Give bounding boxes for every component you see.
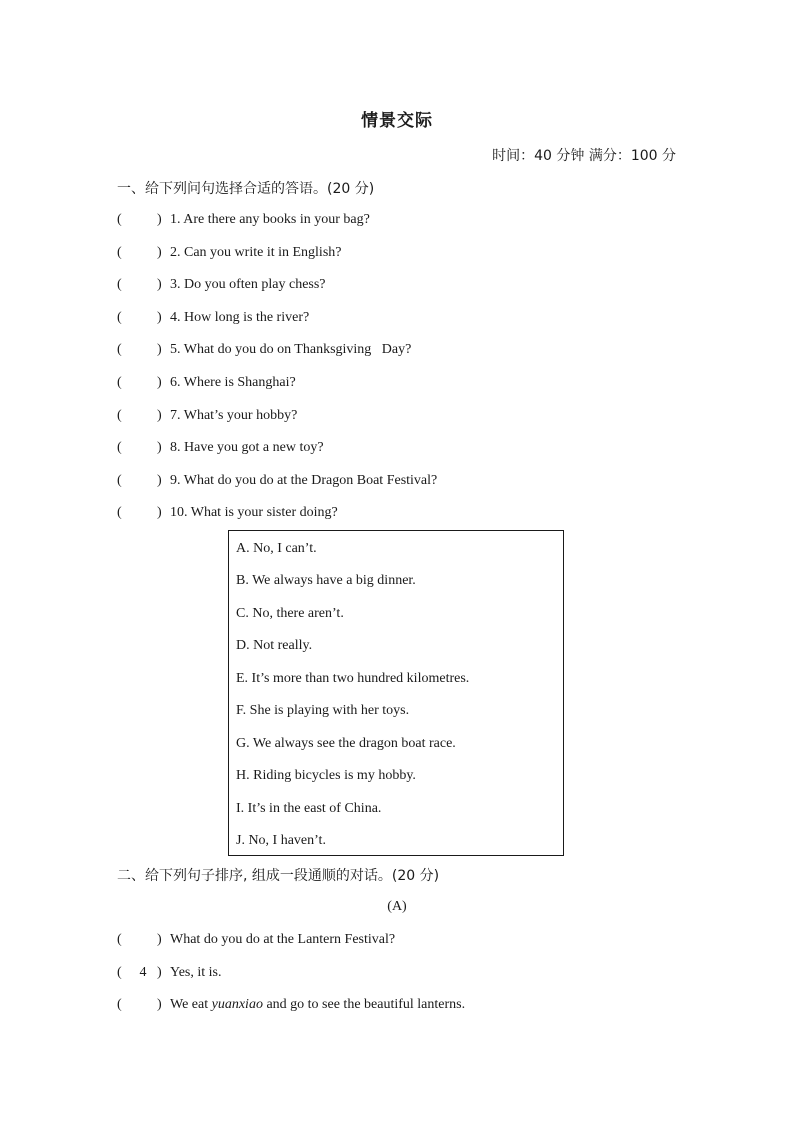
answer-blank[interactable]: ( ) bbox=[117, 408, 162, 423]
options-box bbox=[228, 530, 564, 856]
question-text: 6. Where is Shanghai? bbox=[170, 375, 296, 390]
answer-blank[interactable]: ( ) bbox=[117, 310, 162, 325]
option-g: G. We always see the dragon boat race. bbox=[236, 736, 456, 751]
option-d: D. Not really. bbox=[236, 638, 313, 653]
question-row bbox=[117, 502, 338, 524]
answer-blank[interactable]: ( ) bbox=[117, 212, 162, 227]
score-info: 时间：40 分钟 满分：100 分 bbox=[492, 148, 676, 164]
order-blank[interactable]: ( 4 ) bbox=[117, 965, 162, 980]
answer-blank[interactable]: ( ) bbox=[117, 440, 162, 455]
order-blank[interactable]: ( ) bbox=[117, 932, 162, 947]
question-row bbox=[117, 470, 437, 492]
option-c: C. No, there aren’t. bbox=[236, 606, 344, 621]
question-row bbox=[117, 274, 326, 296]
section1-heading: 一、给下列问句选择合适的答语。(20 分) bbox=[117, 181, 375, 197]
dialogue-text: What do you do at the Lantern Festival? bbox=[170, 932, 396, 947]
question-row bbox=[117, 242, 341, 264]
page-title: 情景交际 bbox=[361, 111, 433, 131]
question-text: 2. Can you write it in English? bbox=[170, 245, 342, 260]
section2-heading: 二、给下列句子排序, 组成一段通顺的对话。(20 分) bbox=[117, 868, 440, 884]
dialogue-label: (A) bbox=[387, 899, 407, 914]
option-e: E. It’s more than two hundred kilometres. bbox=[236, 671, 470, 686]
dialogue-text: Yes, it is. bbox=[170, 965, 222, 980]
question-text: 9. What do you do at the Dragon Boat Festival? bbox=[170, 473, 438, 488]
order-blank[interactable]: ( ) bbox=[117, 997, 162, 1012]
dialogue-row bbox=[117, 929, 395, 951]
question-row bbox=[117, 307, 309, 329]
option-h: H. Riding bicycles is my hobby. bbox=[236, 768, 416, 783]
option-b: B. We always have a big dinner. bbox=[236, 573, 416, 588]
question-text: 7. What’s your hobby? bbox=[170, 408, 298, 423]
answer-blank[interactable]: ( ) bbox=[117, 473, 162, 488]
question-row bbox=[117, 209, 370, 231]
question-row bbox=[117, 372, 296, 394]
option-i: I. It’s in the east of China. bbox=[236, 801, 382, 816]
answer-blank[interactable]: ( ) bbox=[117, 342, 162, 357]
dialogue-text: We eat yuanxiao and go to see the beautiful lanterns. bbox=[170, 997, 466, 1012]
question-text: 4. How long is the river? bbox=[170, 310, 310, 325]
dialogue-row bbox=[117, 962, 222, 984]
italic-word: yuanxiao bbox=[211, 997, 263, 1012]
answer-blank[interactable]: ( ) bbox=[117, 505, 162, 520]
option-j: J. No, I haven’t. bbox=[236, 833, 326, 848]
option-f: F. She is playing with her toys. bbox=[236, 703, 410, 718]
dialogue-row bbox=[117, 994, 465, 1016]
question-text: 1. Are there any books in your bag? bbox=[170, 212, 370, 227]
question-text: 10. What is your sister doing? bbox=[170, 505, 338, 520]
answer-blank[interactable]: ( ) bbox=[117, 245, 162, 260]
question-row bbox=[117, 437, 324, 459]
option-a: A. No, I can’t. bbox=[236, 541, 317, 556]
question-row bbox=[117, 405, 297, 427]
question-text: 8. Have you got a new toy? bbox=[170, 440, 324, 455]
answer-blank[interactable]: ( ) bbox=[117, 375, 162, 390]
answer-blank[interactable]: ( ) bbox=[117, 277, 162, 292]
question-row bbox=[117, 339, 411, 361]
question-text: 5. What do you do on Thanksgiving Day? bbox=[170, 342, 412, 357]
question-text: 3. Do you often play chess? bbox=[170, 277, 326, 292]
